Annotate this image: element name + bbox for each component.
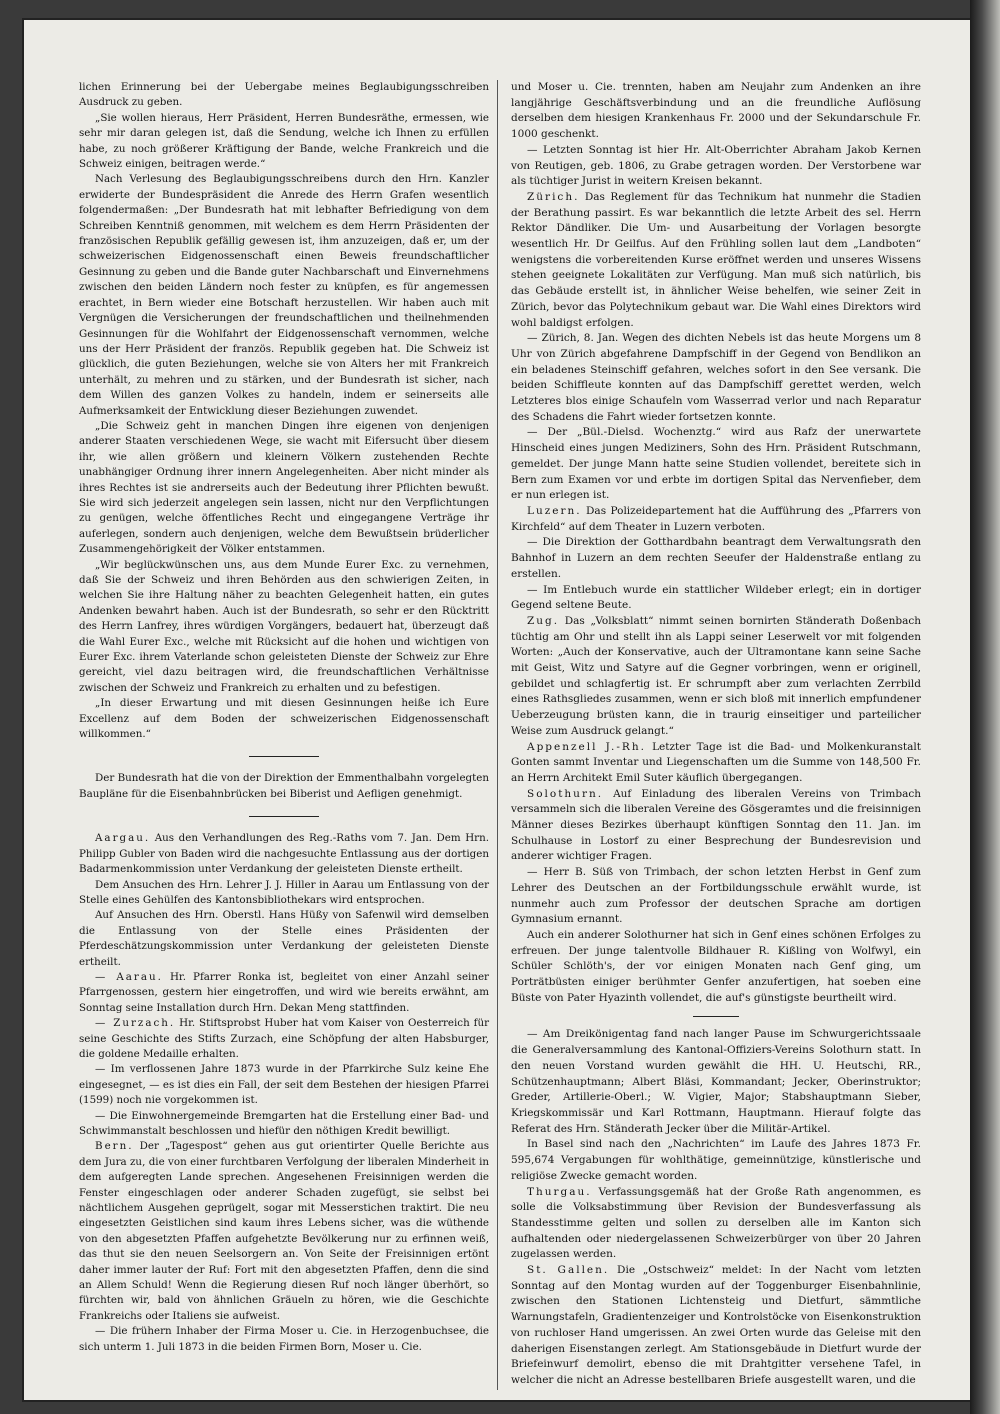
- paragraph: [79, 878, 489, 909]
- right-column: [511, 80, 921, 1389]
- paragraph-text: „Sie wollen hieraus, Herr Präsident, Herren Bundesräthe, ermessen, wie sehr mir daran gelegen ist, daß die Sendung, welche ich Ihnen zu erfüllen habe, zu noch größerer Kräftigung der Bande, welche Frankreich und die Schweiz einigen, beitragen werde.“: [79, 111, 489, 171]
- paragraph: [79, 771, 489, 802]
- paragraph: [511, 928, 921, 1007]
- section-rule: [693, 1016, 739, 1017]
- place-heading: Solothurn.: [527, 787, 604, 800]
- paragraph: [511, 1137, 921, 1184]
- paragraph: [511, 1027, 921, 1137]
- paragraph-text: Dem Ansuchen des Hrn. Lehrer J. J. Hiller in Aarau um Entlassung von der Stelle eines Gehülfen des Kantonsbibliothekars wird entsprochen.: [79, 878, 489, 906]
- paragraph: [79, 172, 489, 419]
- paragraph: [511, 865, 921, 928]
- paragraph-text: „Wir beglückwünschen uns, aus dem Munde Eurer Exc. zu vernehmen, daß Sie der Schweiz und ihren Behörden aus den schwierigen Zeiten, in welchen Sie ihre Haltung näher zu beachten Gelegenheit hatten, ein gutes Andenken bewahrt haben. Auch ist der Bundesrath, so sehr er den Rücktritt des Herrn Lanfrey, ihres würdigen Vorgängers, bedauert hat, überzeugt daß die Wahl Eurer Exc., welche mit Rücksicht auf die hohen und wichtigen von Eurer Exc. ihrem Vaterlande schon geleisteten Dienste der Schweiz zur Ehre gereicht, viel dazu beitragen wird, die freundschaftlichen Verhältnisse zwischen der Schweiz und Frankreich zu erhalten und zu befestigen.: [79, 558, 489, 694]
- paragraph: [511, 80, 921, 143]
- paragraph-text: Auch ein anderer Solothurner hat sich in Genf eines schönen Erfolges zu erfreuen. Der junge talentvolle Bildhauer R. Kißling von Wolfwyl, ein Schüler Schlöth's, der vor einigen Monaten nach Genf ging, um Porträtbüsten einiger berühmter Genfer anzufertigen, hat soeben eine Büste von Pater Hyazinth vollendet, die auf's günstigste beurtheilt wird.: [511, 928, 921, 1004]
- paragraph-text: Der Bundesrath hat die von der Direktion der Emmenthalbahn vorgelegten Baupläne für die Eisenbahnbrücken bei Biberist und Aefligen genehmigt.: [79, 772, 489, 800]
- scan-edge: [970, 0, 1000, 1414]
- paragraph: [79, 1109, 489, 1140]
- section-rule: [249, 816, 319, 817]
- paragraph-text: — Im Entlebuch wurde ein stattlicher Wildeber erlegt; ein in dortiger Gegend seltene Beute.: [511, 583, 921, 612]
- paragraph-text: und Moser u. Cie. trennten, haben am Neujahr zum Andenken an ihre langjährige Geschäftsverbindung und an die freundliche Auflösung derselben dem hiesigen Krankenhaus Fr. 2000 und der Sekundarschule Fr. 1000 geschenkt.: [511, 81, 921, 141]
- place-heading: St. Gallen.: [527, 1264, 610, 1277]
- paragraph: [79, 1139, 489, 1324]
- paragraph: [79, 1062, 489, 1108]
- paragraph-text: — Am Dreikönigentag fand nach langer Pause im Schwurgerichtssaale die Generalversammlung des Kantonal-Offiziers-Vereins Solothurn statt. In den neuen Vorstand wurden gewählt die HH. U. Heutschi, RR., Schützenhauptmann; Albert Bläsi, Kommandant; Jecker, Oberinstruktor; Greder, Artillerie-Oberl.; W. Vigier, Major; Stabshauptmann Sieber, Kriegskommissär und Karl Rottmann, Hauptmann. Hierauf folgte das Referat des Hrn. Ständerath Jecker über die Militär-Artikel.: [511, 1028, 921, 1135]
- place-heading: — Zurzach.: [95, 1017, 176, 1030]
- paragraph-text: — Die frühern Inhaber der Firma Moser u. Cie. in Herzogenbuchsee, die sich unterm 1. Juli 1873 in die beiden Firmen Born, Moser u. Cie.: [79, 1325, 489, 1353]
- paragraph: [511, 143, 921, 190]
- paragraph: [79, 1324, 489, 1355]
- paragraph-text: lichen Erinnerung bei der Uebergabe meines Beglaubigungsschreiben Ausdruck zu geben.: [79, 81, 489, 109]
- paragraph: [511, 787, 921, 866]
- paragraph-text: Aus den Verhandlungen des Reg.-Raths vom 7. Jan. Dem Hrn. Philipp Gubler von Baden wird die nachgesuchte Entlassung aus der dortigen Badarmenkommission unter Verdankung der geleisteten Dienste ertheilt.: [79, 832, 489, 876]
- place-heading: Aargau.: [95, 832, 151, 845]
- paragraph-text: Hr. Stiftsprobst Huber hat vom Kaiser von Oesterreich für seine Geschichte des Stifts Zurzach, eine Schöpfung der alten Habsburger, die goldene Medaille erhalten.: [79, 1017, 489, 1060]
- paragraph-text: In Basel sind nach den „Nachrichten“ im Laufe des Jahres 1873 Fr. 595,674 Vergabungen für wohlthätige, gemeinnützige, künstlerische und religiöse Zwecke gemacht worden.: [511, 1138, 921, 1182]
- paragraph: [511, 504, 921, 535]
- paragraph: [511, 740, 921, 787]
- paragraph-text: „In dieser Erwartung und mit diesen Gesinnungen heiße ich Eure Excellenz auf dem Boden der schweizerischen Eidgenossenschaft willkommen.“: [79, 697, 489, 741]
- paragraph: [511, 614, 921, 740]
- paragraph-text: — Die Direktion der Gotthardbahn beantragt dem Verwaltungsrath den Bahnhof in Luzern an dem rechten Seeufer der Haldenstraße entlang zu erstellen.: [511, 536, 921, 580]
- paragraph: [511, 190, 921, 331]
- place-heading: Zürich.: [527, 190, 580, 203]
- paragraph-text: Letzter Tage ist die Bad- und Molkenkuranstalt Gonten sammt Inventar und Liegenschaften um die Summe von 148,500 Fr. an Herrn Architekt Emil Suter käuflich übergegangen.: [511, 740, 921, 784]
- paragraph: [79, 696, 489, 742]
- section-rule: [249, 756, 319, 757]
- paragraph: [79, 80, 489, 111]
- paragraph-text: — Zürich, 8. Jan. Wegen des dichten Nebels ist das heute Morgens um 8 Uhr von Zürich abgefahrene Dampfschiff in der Gegend von Bendlikon an ein beladenes Steinschiff gefahren, welches sofort in den See versank. Die beiden Schiffleute konnten auf das Dampfschiff gerettet werden, welch Letzteres blos einige Schaufeln vom Wasserrad verlor und nach Reparatur des Schadens die Fahrt wieder fortsetzen konnte.: [511, 332, 921, 423]
- place-heading: — Aarau.: [95, 970, 163, 983]
- place-heading: Thurgau.: [527, 1185, 592, 1198]
- paragraph-text: Das Polizeidepartement hat die Aufführung des „Pfarrers von Kirchfeld“ auf dem Theater in Luzern verboten.: [511, 504, 921, 533]
- paragraph-text: Hr. Pfarrer Ronka ist, begleitet von einer Anzahl seiner Pfarrgenossen, gestern hier eingetroffen, und wird wie bereits erwähnt, am Sonntag seine Installation durch Hrn. Dekan Meng stattfinden.: [79, 970, 489, 1014]
- paragraph-text: — Herr B. Süß von Trimbach, der schon letzten Herbst in Genf zum Lehrer des Deutschen an der Fortbildungsschule erwählt wurde, ist nunmehr auch zum Professor der deutschen Sprache am dortigen Gymnasium ernannt.: [511, 866, 921, 926]
- paragraph-text: Nach Verlesung des Beglaubigungsschreibens durch den Hrn. Kanzler erwiderte der Bundespräsident die Anrede des Herrn Grafen wesentlich folgendermaßen: „Der Bundesrath hat mit lebhafter Befriedigung von dem Schreiben Kenntniß genommen, mit welchem es dem Herrn Präsidenten der französischen Republik gefällig gewesen ist, ihm anzuzeigen, daß er, um der schweizerischen Eidgenossenschaft einen Beweis freundschaftlicher Gesinnung zu geben und die Bande guter Nachbarschaft und Einvernehmens zwischen den beiden Ländern noch fester zu knüpfen, es für angemessen erachtet, in Bern wieder eine Botschaft herzustellen. Wir haben auch mit Vergnügen die Versicherungen der freundschaftlichen und theilnehmenden Gesinnungen für die Wohlfahrt der Eidgenossenschaft vernommen, welche uns der Herr Präsident der französ. Republik gegeben hat. Die Schweiz ist glücklich, die guten Beziehungen, welche sie von Alters her mit Frankreich unterhält, zu mehren und zu stärken, und der Bundesrath ist sicher, nach dem Willen des ganzen Volkes zu handeln, indem er seinerseits alle Aufmerksamkeit der Entwicklung dieser Beziehungen zuwendet.: [79, 173, 489, 417]
- paragraph-text: — Die Einwohnergemeinde Bremgarten hat die Erstellung einer Bad- und Schwimmanstalt beschlossen und hiefür den nöthigen Kredit bewilligt.: [79, 1109, 489, 1137]
- paragraph-text: — Im verflossenen Jahre 1873 wurde in der Pfarrkirche Sulz keine Ehe eingesegnet, — es ist dies ein Fall, der seit dem Bestehen der hiesigen Pfarrei (1599) noch nie vorgekommen ist.: [79, 1063, 489, 1107]
- paragraph: [79, 1016, 489, 1062]
- column-divider: [497, 80, 498, 1390]
- paragraph: [79, 111, 489, 173]
- paragraph-text: Auf Ansuchen des Hrn. Oberstl. Hans Hüßy von Safenwil wird demselben die Entlassung von der Stelle eines Präsidenten der Pferdeschätzungskommission unter Verdankung der geleisteten Dienste ertheilt.: [79, 909, 489, 968]
- place-heading: Bern.: [95, 1140, 134, 1153]
- paragraph: [79, 908, 489, 970]
- paragraph-text: „Die Schweiz geht in manchen Dingen ihre eigenen von denjenigen anderer Staaten verschiedenen Wege, sie wacht mit Eifersucht über diesem ihr, wie allen größern und kleinern Völkern zustehenden Rechte unabhängiger Ordnung ihrer innern Angelegenheiten. Aber nicht minder als ihres Rechtes ist sie andrerseits auch der Bedeutung ihrer Pflichten bewußt. Sie wird sich jederzeit angelegen sein lassen, nicht nur den Verpflichtungen zu genügen, welche öffentliches Recht und eingegangene Verträge ihr auferlegen, sondern auch denjenigen, welche dem Bewußtsein brüderlicher Zusammengehörigkeit der Völker entstammen.: [79, 419, 489, 556]
- left-column: [79, 80, 489, 1355]
- paragraph: [79, 558, 489, 697]
- paragraph: [511, 1263, 921, 1389]
- paragraph-text: Verfassungsgemäß hat der Große Rath angenommen, es solle die Volksabstimmung über Revision der Bundesverfassung als Standesstimme gelten und sollen zu derselben alle im Kanton sich aufhaltenden oder niedergelassenen Schweizerbürger von über 20 Jahren zugelassen werden.: [511, 1185, 921, 1261]
- place-heading: Luzern.: [527, 504, 582, 517]
- place-heading: Zug.: [527, 614, 560, 627]
- paragraph-text: Das „Volksblatt“ nimmt seinen bornirten Ständerath Doßenbach tüchtig am Ohr und stellt ihn als Lappi seiner Leserwelt vor mit folgenden Worten: „Auch der Konservative, auch der Ultramontane kann seine Sache mit Geist, Witz und Satyre auf die Gegner vorbringen, wenn er originell, gebildet und schlagfertig ist. Er schrumpft aber zum verlachten Zerrbild eines Rathsgliedes zusammen, wenn er sich bloß mit innerlich empfundener Ueberzeugung brüsten kann, die in traurig einseitiger und parteilicher Weise zum Ausdruck gelangt.“: [511, 614, 921, 737]
- paragraph-text: Die „Ostschweiz“ meldet: In der Nacht vom letzten Sonntag auf den Montag wurden auf der Toggenburger Eisenbahnlinie, zwischen den Stationen Lichtensteig und Dietfurt, sämmtliche Warnungstafeln, Gradientenzeiger und Kontrolstöcke von Eisenkonstruktion von ruchloser Hand umgerissen. An zwei Orten wurde das Geleise mit den daherigen Eisenstangen zerlegt. Am Stationsgebäude in Dietfurt wurde der Briefeinwurf demolirt, ebenso die mit Drahtgitter versehene Tafel, in welcher die nicht an Adresse bestellbaren Briefe ausgestellt waren, und die: [511, 1264, 921, 1386]
- paragraph-text: Auf Einladung des liberalen Vereins von Trimbach versammeln sich die liberalen Vereine des Gösgeramtes und die freisinnigen Männer dieses Bezirkes überhaupt künftigen Sonntag den 11. Jan. im Schulhause in Lostorf zu einer Besprechung der Bundesrevision und anderer wichtiger Fragen.: [511, 787, 921, 863]
- paragraph: [511, 535, 921, 582]
- paragraph: [79, 419, 489, 558]
- paragraph-text: Das Reglement für das Technikum hat nunmehr die Stadien der Berathung passirt. Es war bekanntlich die letzte Arbeit des sel. Herrn Rektor Dändliker. Die Um- und Ausarbeitung der Vorlagen besorgte wesentlich Hr. Dr Geilfus. Auf den Frühling sollen laut dem „Landboten“ wenigstens die vorbereitenden Kurse eröffnet werden und unseres Wissens stehen geeignete Lokalitäten zur Verfügung. Man muß sich natürlich, bis das Gebäude erstellt ist, in ähnlicher Weise behelfen, wie seiner Zeit in Zürich, bevor das Polytechnikum gebaut war. Die Wahl eines Direktors wird wohl baldigst erfolgen.: [511, 190, 921, 329]
- paragraph-text: Der „Tagespost“ gehen aus gut orientirter Quelle Berichte aus dem Jura zu, die von einer furchtbaren Verfolgung der liberalen Minderheit in dem aufgeregten Lande sprechen. Angesehenen Freisinnigen werden die Fenster eingeschlagen oder anderer Schaden zugefügt, sie selbst bei nächtlichem Ausgehen geprügelt, sogar mit Messerstichen traktirt. Die neu eingesetzten Geistlichen sind kaum ihres Lebens sicher, was die wüthende von den abgesetzten Pfaffen aufgehetzte Bevölkerung nur zu erfinnen weiß, das thut sie den neuen Seelsorgern an. Von Seite der Freisinnigen ertönt daher immer lauter der Ruf: Fort mit den abgesetzten Pfaffen, denn die sind an Allem Schuld! Wenn die Regierung diesen Ruf noch länger überhört, so fürchten wir, bald von ähnlichen Gräueln zu hören, wie die Geschichte Frankreichs oder Italiens sie aufweist.: [79, 1140, 489, 1322]
- paragraph-text: — Letzten Sonntag ist hier Hr. Alt-Oberrichter Abraham Jakob Kernen von Reutigen, geb. 1806, zu Grabe getragen worden. Der Verstorbene war als tüchtiger Jurist in weitern Kreisen bekannt.: [511, 143, 921, 188]
- newspaper-page: [24, 20, 970, 1400]
- paragraph: [79, 970, 489, 1016]
- paragraph: [79, 831, 489, 877]
- place-heading: Appenzell J.-Rh.: [527, 740, 646, 753]
- paragraph: [511, 425, 921, 504]
- paragraph: [511, 1185, 921, 1264]
- paragraph-text: — Der „Bül.-Dielsd. Wochenztg.“ wird aus Rafz der unerwartete Hinscheid eines jungen Mediziners, Sohn des Hrn. Präsident Rutschmann, gemeldet. Der junge Mann hatte seine Studien vollendet, bereitete sich in Bern zum Examen vor und erbte im dortigen Spital das Nervenfieber, dem er nun erlegen ist.: [511, 426, 921, 502]
- paragraph: [511, 583, 921, 614]
- paragraph: [511, 331, 921, 425]
